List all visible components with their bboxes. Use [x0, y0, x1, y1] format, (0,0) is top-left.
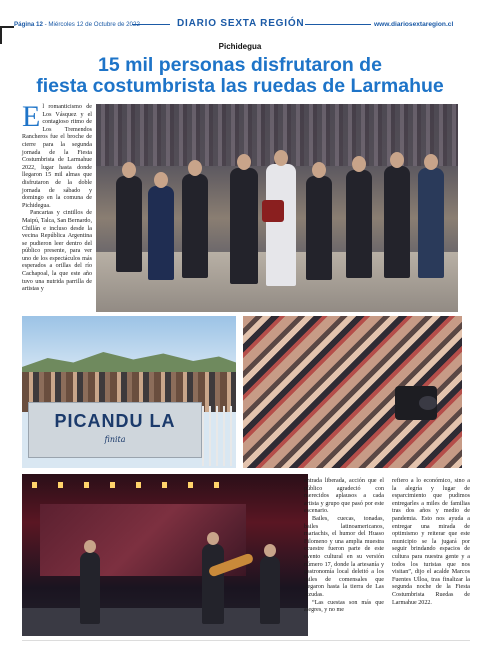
middle-paragraph-2: Bailes, cuecas, tonadas, bailes latinoamericanos, mariachis, el humor del Huaso Filomeno y una amplia muestra ecuestre fueron parte de este evento cultural en su versión número 17, donde la artesanía y gastronomía local deleitó a los miles de comensales que llegaron hasta la tierra de Las Azudas. — [304, 515, 384, 598]
headline-line-2: fiesta costumbrista las ruedas de Larmahue — [36, 75, 444, 97]
stage-lights — [32, 482, 232, 488]
performer — [346, 170, 372, 278]
audience-banner — [28, 402, 202, 458]
performer — [418, 168, 444, 278]
performer — [306, 176, 332, 280]
performer — [266, 164, 296, 286]
camera-lens — [419, 396, 437, 410]
intro-paragraph-1 — [22, 100, 92, 210]
article-headline — [10, 55, 470, 97]
headline-line-1: 15 mil personas disfrutaron de — [98, 54, 382, 76]
page-number: Página 12 — [14, 21, 43, 28]
audience-photo — [243, 316, 462, 468]
right-paragraph-1: refiero a lo económico, sino a la alegría y lugar de esparcimiento que pudimos entregarles a miles de familias tras dos años y medio de pandemia. Esto nos ayuda a entregar una mirada de optimismo y reiterar que este municipio se la jugará por seguir brindando espacios de cultura para nuestra gente y a todos los turistas que nos visitan”, dijo el acalde Marcos Fuentes Ulloa, tras finalizar la segunda noche de la Fiesta Costumbrista Ruedas de Larmahue 2022. — [392, 478, 470, 606]
audience-banner-photo — [22, 316, 236, 468]
performer-head — [154, 172, 168, 188]
banner-subtext: finita — [104, 435, 126, 444]
publication-name: DIARIO SEXTA REGIÓN — [177, 18, 305, 29]
header-rule-left — [132, 24, 170, 25]
musician-head — [84, 540, 96, 553]
performer-head — [424, 154, 438, 170]
performer-head — [312, 162, 326, 178]
bottom-rule — [22, 640, 470, 641]
musician-head — [207, 532, 219, 545]
performer-head — [122, 162, 136, 178]
page-info: Página 12 - Miércoles 12 de Octubre de 2022 — [14, 21, 140, 28]
middle-paragraph-3: “Las cuestas son más que alegres, y no me — [304, 599, 384, 614]
intro-paragraph-1-text: l romanticismo de Los Vásquez y el contagioso ritmo de Los Tremendos Rancheros fue el broche de cierre para la segunda jornada de la Fiesta Costumbrista de Larmahue 2022, lugar hasta donde llegaron 15 mil almas que disfrutaron de la doble jornada de sábado y domingo en la comuna de Pichidegua. — [22, 104, 92, 209]
accordion-instrument — [262, 200, 284, 222]
intro-column — [22, 100, 92, 294]
performer-head — [352, 156, 366, 172]
intro-paragraph-2: Pancartas y cintillos de Maipú, Talca, San Bernardo, Chillán e incluso desde la vecina República Argentina se pudieron leer dentro del público presente, para ver uno de los espectáculos más esperados a orillas del río Cachapoal, la que este año tuvo una nutrida parrilla de artistas y — [22, 210, 92, 293]
musician — [202, 544, 224, 624]
musician-head — [264, 544, 276, 557]
performer — [384, 166, 410, 278]
drop-cap: E — [22, 100, 41, 133]
issue-date: Miércoles 12 de Octubre de 2022 — [48, 21, 140, 28]
concert-stage-photo — [22, 474, 308, 636]
middle-column — [304, 478, 384, 615]
musician — [260, 556, 280, 624]
banner-text: PICANDU LA — [54, 411, 176, 431]
performer-head — [237, 154, 251, 170]
performer — [230, 168, 258, 284]
performer-head — [390, 152, 404, 168]
right-column — [392, 478, 470, 607]
performer — [148, 186, 174, 280]
performer — [116, 176, 142, 272]
header-rule-right — [305, 24, 371, 25]
performer-head — [188, 160, 202, 176]
fence — [202, 406, 236, 466]
publication-url[interactable]: www.diariosextaregion.cl — [374, 21, 454, 28]
performer-head — [274, 150, 288, 166]
performer — [182, 174, 208, 278]
middle-paragraph-1: entrada liberada, acción que el público agradeció con merecidos aplausos a cada artista y grupo que pasó por este escenario. — [304, 478, 384, 515]
article-kicker: Pichidegua — [218, 42, 262, 51]
musician — [80, 552, 100, 624]
main-stage-photo — [96, 104, 458, 312]
